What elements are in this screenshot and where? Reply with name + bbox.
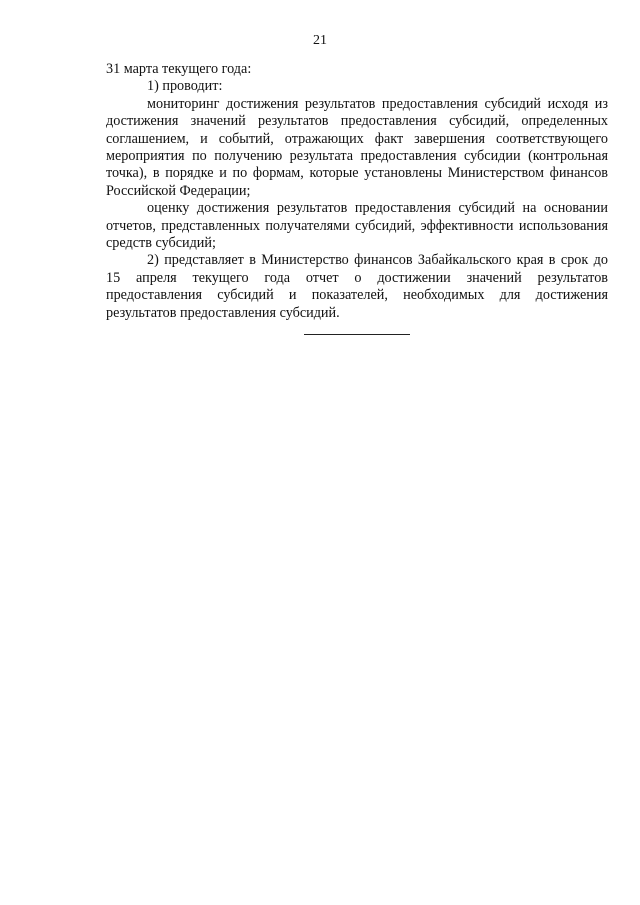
paragraph-continuation: 31 марта текущего года: (106, 61, 252, 77)
end-of-text-divider (304, 334, 410, 335)
page-number: 21 (313, 33, 327, 48)
paragraph-monitoring: мониторинг достижения результатов предоставления субсидий исходя из достижения значений результатов предоставления субсидий, определенных соглашением, и событий, отражающих факт завершения соответствующего мероприятия по получению результата предоставления субсидии (контрольная точка), в порядке и по формам, которые установлены Министерством финансов Российской Федерации; (106, 95, 608, 199)
document-body (106, 61, 608, 322)
paragraph-evaluation: оценку достижения результатов предоставления субсидий на основании отчетов, представленных получателями субсидий, эффективности использования средств субсидий; (106, 200, 608, 252)
paragraph-item-1-heading: 1) проводит: (147, 78, 223, 95)
paragraph-item-2-report: 2) представляет в Министерство финансов Забайкальского края в срок до 15 апреля текущего года отчет о достижении значений результатов предоставления субсидий и показателей, необходимых для достижения результатов предоставления субсидий. (106, 252, 608, 321)
